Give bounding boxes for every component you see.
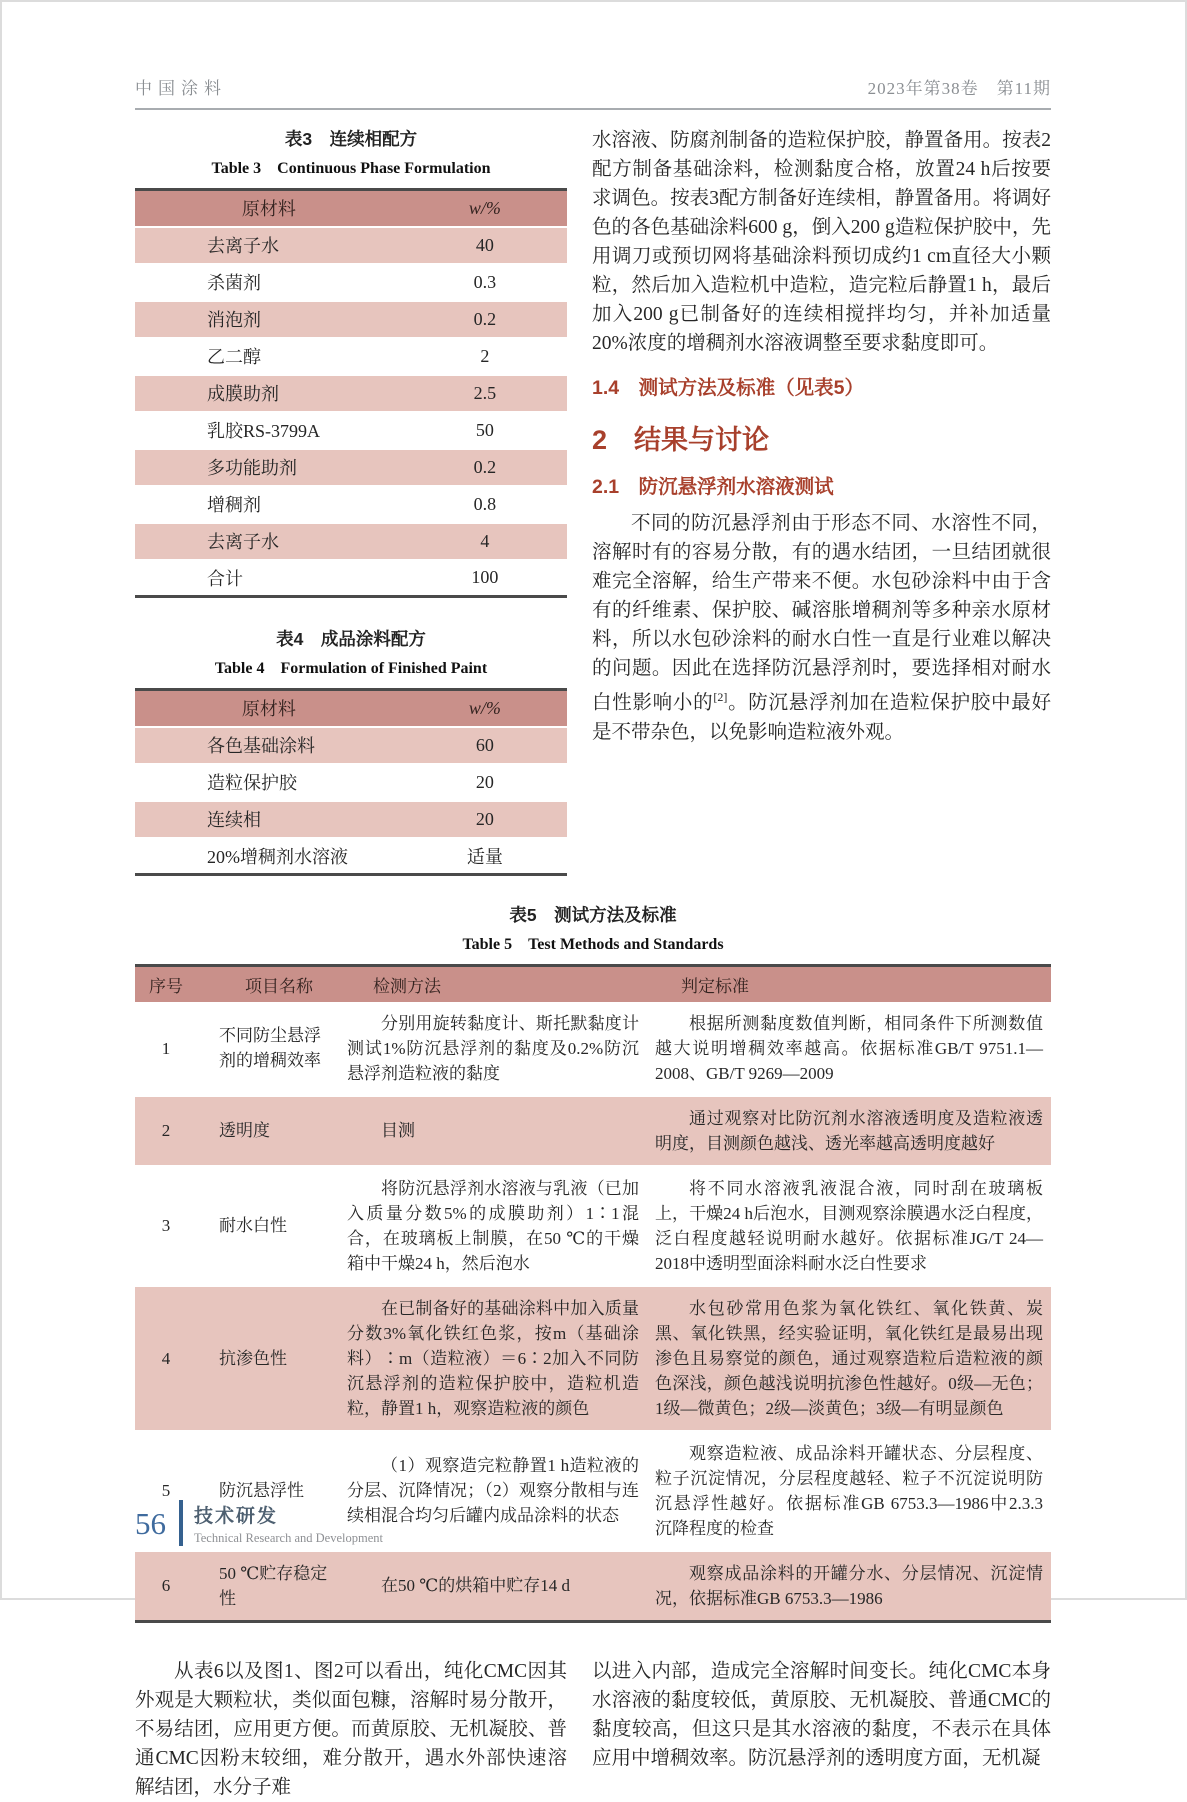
cell-item-name: 防沉悬浮性 <box>197 1431 339 1551</box>
cell-material: 合计 <box>135 560 403 597</box>
cell-value: 20 <box>403 764 567 801</box>
table-row <box>135 727 567 764</box>
table5-caption <box>135 902 1051 954</box>
cell-value: 60 <box>403 727 567 764</box>
table4-header-value: w/% <box>403 690 567 727</box>
cell-value: 适量 <box>403 838 567 875</box>
footer-section-zh: 技术研发 <box>194 1505 279 1527</box>
table5-header-standard: 判定标准 <box>647 966 1051 1002</box>
cell-standard: 水包砂常用色浆为氧化铁红、氧化铁黄、炭黑、氧化铁黑，经实验证明，氧化铁红是最易出现渗色且易察觉的颜色，通过观察造粒后造粒液的颜色深浅，颜色越浅说明抗渗色性越好。0级—无色；1级—微黄色；2级—淡黄色；3级—有明显颜色 <box>647 1286 1051 1431</box>
heading-1-4: 1.4 测试方法及标准（见表5） <box>592 377 864 399</box>
cell-method: 在已制备好的基础涂料中加入质量分数3%氧化铁红色浆，按m（基础涂料）∶m（造粒液）＝6∶2加入不同防沉悬浮剂的造粒保护胶中，造粒机造粒，静置1 h，观察造粒液的颜色 <box>339 1286 647 1431</box>
cell-value: 40 <box>403 227 567 264</box>
paragraph-bottom-right: 以进入内部，造成完全溶解时间变长。纯化CMC本身水溶液的黏度较低，黄原胶、无机凝胶、普通CMC的黏度较高，但这只是其水溶液的黏度，不表示在具体应用中增稠效率。防沉悬浮剂的透明度方面，无机凝 <box>592 1660 1051 1769</box>
table4-caption-zh: 表4 成品涂料配方 <box>276 629 426 649</box>
table-row <box>135 838 567 875</box>
cell-material: 造粒保护胶 <box>135 764 403 801</box>
table4-header-material: 原材料 <box>135 690 403 727</box>
table-row <box>135 1166 1051 1286</box>
cell-no: 4 <box>135 1286 197 1431</box>
table-row <box>135 264 567 301</box>
table-row <box>135 227 567 264</box>
table3-caption-en: Table 3 Continuous Phase Formulation <box>211 160 491 177</box>
cell-value: 0.8 <box>403 486 567 523</box>
cell-material: 乙二醇 <box>135 338 403 375</box>
cell-material: 杀菌剂 <box>135 264 403 301</box>
table-row <box>135 523 567 560</box>
heading-2-1: 2.1 防沉悬浮剂水溶液测试 <box>592 476 834 498</box>
cell-material: 增稠剂 <box>135 486 403 523</box>
cell-item-name: 50 ℃贮存稳定性 <box>197 1551 339 1622</box>
table5-header-no: 序号 <box>135 966 197 1002</box>
cell-no: 3 <box>135 1166 197 1286</box>
cell-standard: 观察造粒液、成品涂料开罐状态、分层程度、粒子沉淀情况，分层程度越轻、粒子不沉淀说明防沉悬浮性越好。依据标准GB 6753.3—1986中2.3.3 沉降程度的检查 <box>647 1431 1051 1551</box>
cell-standard: 通过观察对比防沉剂水溶液透明度及造粒液透明度，目测颜色越浅、透光率越高透明度越好 <box>647 1096 1051 1166</box>
cell-material: 去离子水 <box>135 523 403 560</box>
page-number: 56 <box>135 1505 166 1541</box>
table-row <box>135 1551 1051 1622</box>
cell-item-name: 抗渗色性 <box>197 1286 339 1431</box>
table-row <box>135 301 567 338</box>
table3 <box>135 188 567 598</box>
cell-no: 5 <box>135 1431 197 1551</box>
page-header <box>135 74 1051 110</box>
paragraph-discussion-text-a: 不同的防沉悬浮剂由于形态不同、水溶性不同，溶解时有的容易分散，有的遇水结团，一旦结团就很难完全溶解，给生产带来不便。水包砂涂料中由于含有的纤维素、保护胶、碱溶胀增稠剂等多种亲水原材料，所以水包砂涂料的耐水白性一直是行业难以解决的问题。因此在选择防沉悬浮剂时，要选择相对耐水白性影响小的 <box>592 513 1051 714</box>
paragraph-bottom-left: 从表6以及图1、图2可以看出，纯化CMC因其外观是大颗粒状，类似面包糠，溶解时易分散开，不易结团，应用更方便。而黄原胶、无机凝胶、普通CMC因粉末较细，难分散开，遇水外部快速溶解结团，水分子难 <box>135 1660 567 1798</box>
table-row <box>135 375 567 412</box>
table3-header-material: 原材料 <box>135 190 403 227</box>
cell-item-name: 不同防尘悬浮剂的增稠效率 <box>197 1002 339 1096</box>
cell-material: 各色基础涂料 <box>135 727 403 764</box>
table-row <box>135 764 567 801</box>
cell-material: 多功能助剂 <box>135 449 403 486</box>
table3-header-value: w/% <box>403 190 567 227</box>
bottom-left-column <box>135 1657 567 1802</box>
table-row <box>135 801 567 838</box>
cell-item-name: 透明度 <box>197 1096 339 1166</box>
cell-no: 2 <box>135 1096 197 1166</box>
cell-standard: 将不同水溶液乳液混合液，同时刮在玻璃板上，干燥24 h后泡水，目测观察涂膜遇水泛白程度，泛白程度越轻说明耐水越好。依据标准JG/T 24—2018中透明型面涂料耐水泛白性要求 <box>647 1166 1051 1286</box>
main-columns <box>135 126 1051 876</box>
cell-method: 将防沉悬浮剂水溶液与乳液（已加入质量分数5%的成膜助剂）1∶1混合，在玻璃板上制膜，在50 ℃的干燥箱中干燥24 h，然后泡水 <box>339 1166 647 1286</box>
cell-value: 100 <box>403 560 567 597</box>
paragraph-preparation: 水溶液、防腐剂制备的造粒保护胶，静置备用。按表2配方制备基础涂料，检测黏度合格，放置24 h后按要求调色。按表3配方制备好连续相，静置备用。将调好色的各色基础涂料600 g，倒入200 g造粒保护胶中，先用调刀或预切网将基础涂料预切成约1 cm直径大小颗粒，然后加入造粒机中造粒，造完粒后静置1 h，最后加入200 g已制备好的连续相搅拌均匀，并补加适量20%浓度的增稠剂水溶液调整至要求黏度即可。 <box>592 130 1051 354</box>
table3-header-row <box>135 190 567 227</box>
table5-header-name: 项目名称 <box>197 966 339 1002</box>
cell-no: 6 <box>135 1551 197 1622</box>
footer-section-en: Technical Research and Development <box>194 1530 383 1545</box>
cell-item-name: 耐水白性 <box>197 1166 339 1286</box>
table5-header-method: 检测方法 <box>339 966 647 1002</box>
cell-standard: 根据所测黏度数值判断，相同条件下所测数值越大说明增稠效率越高。依据标准GB/T 9751.1—2008、GB/T 9269—2009 <box>647 1002 1051 1096</box>
table-row <box>135 560 567 597</box>
bottom-right-column <box>592 1657 1051 1802</box>
bottom-columns <box>135 1657 1051 1802</box>
cell-no: 1 <box>135 1002 197 1096</box>
cell-material: 去离子水 <box>135 227 403 264</box>
table-row <box>135 412 567 449</box>
cell-material: 连续相 <box>135 801 403 838</box>
table-row <box>135 1002 1051 1096</box>
citation-ref: [2] <box>713 690 728 704</box>
table4-caption <box>135 626 567 678</box>
cell-value: 0.2 <box>403 449 567 486</box>
cell-value: 20 <box>403 801 567 838</box>
cell-method: 分别用旋转黏度计、斯托默黏度计测试1%防沉悬浮剂的黏度及0.2%防沉悬浮剂造粒液的黏度 <box>339 1002 647 1096</box>
table4 <box>135 688 567 876</box>
cell-method: 目测 <box>339 1096 647 1166</box>
table-row <box>135 1096 1051 1166</box>
page-footer <box>135 1500 383 1546</box>
cell-method: （1）观察造完粒静置1 h造粒液的分层、沉降情况；（2）观察分散相与连续相混合均匀后罐内成品涂料的状态 <box>339 1431 647 1551</box>
table-row <box>135 338 567 375</box>
cell-method: 在50 ℃的烘箱中贮存14 d <box>339 1551 647 1622</box>
table3-caption <box>135 126 567 178</box>
table4-header-row <box>135 690 567 727</box>
table-row <box>135 449 567 486</box>
table3-caption-zh: 表3 连续相配方 <box>284 129 418 149</box>
cell-value: 2 <box>403 338 567 375</box>
table-row <box>135 1286 1051 1431</box>
heading-2: 2 结果与讨论 <box>592 425 770 455</box>
footer-divider-bar <box>179 1500 183 1546</box>
right-column <box>592 126 1051 876</box>
table5-caption-en: Table 5 Test Methods and Standards <box>462 936 724 953</box>
cell-value: 0.2 <box>403 301 567 338</box>
table5-caption-zh: 表5 测试方法及标准 <box>509 905 677 925</box>
footer-section <box>194 1501 383 1546</box>
table5-header-row <box>135 966 1051 1002</box>
cell-material: 成膜助剂 <box>135 375 403 412</box>
cell-standard: 观察成品涂料的开罐分水、分层情况、沉淀情况，依据标准GB 6753.3—1986 <box>647 1551 1051 1622</box>
cell-material: 消泡剂 <box>135 301 403 338</box>
paragraph-discussion <box>592 509 1051 747</box>
volume-issue: 2023年第38卷 第11期 <box>867 79 1051 98</box>
cell-value: 0.3 <box>403 264 567 301</box>
cell-material: 乳胶RS-3799A <box>135 412 403 449</box>
left-column <box>135 126 567 876</box>
journal-name: 中国涂料 <box>135 79 227 98</box>
cell-value: 50 <box>403 412 567 449</box>
cell-value: 2.5 <box>403 375 567 412</box>
cell-material: 20%增稠剂水溶液 <box>135 838 403 875</box>
table-row <box>135 486 567 523</box>
cell-value: 4 <box>403 523 567 560</box>
paragraph-discussion-text-b: 。防沉悬浮剂加在造粒保护胶中最好是不带杂色，以免影响造粒液外观。 <box>592 692 1051 743</box>
table4-caption-en: Table 4 Formulation of Finished Paint <box>214 660 488 677</box>
